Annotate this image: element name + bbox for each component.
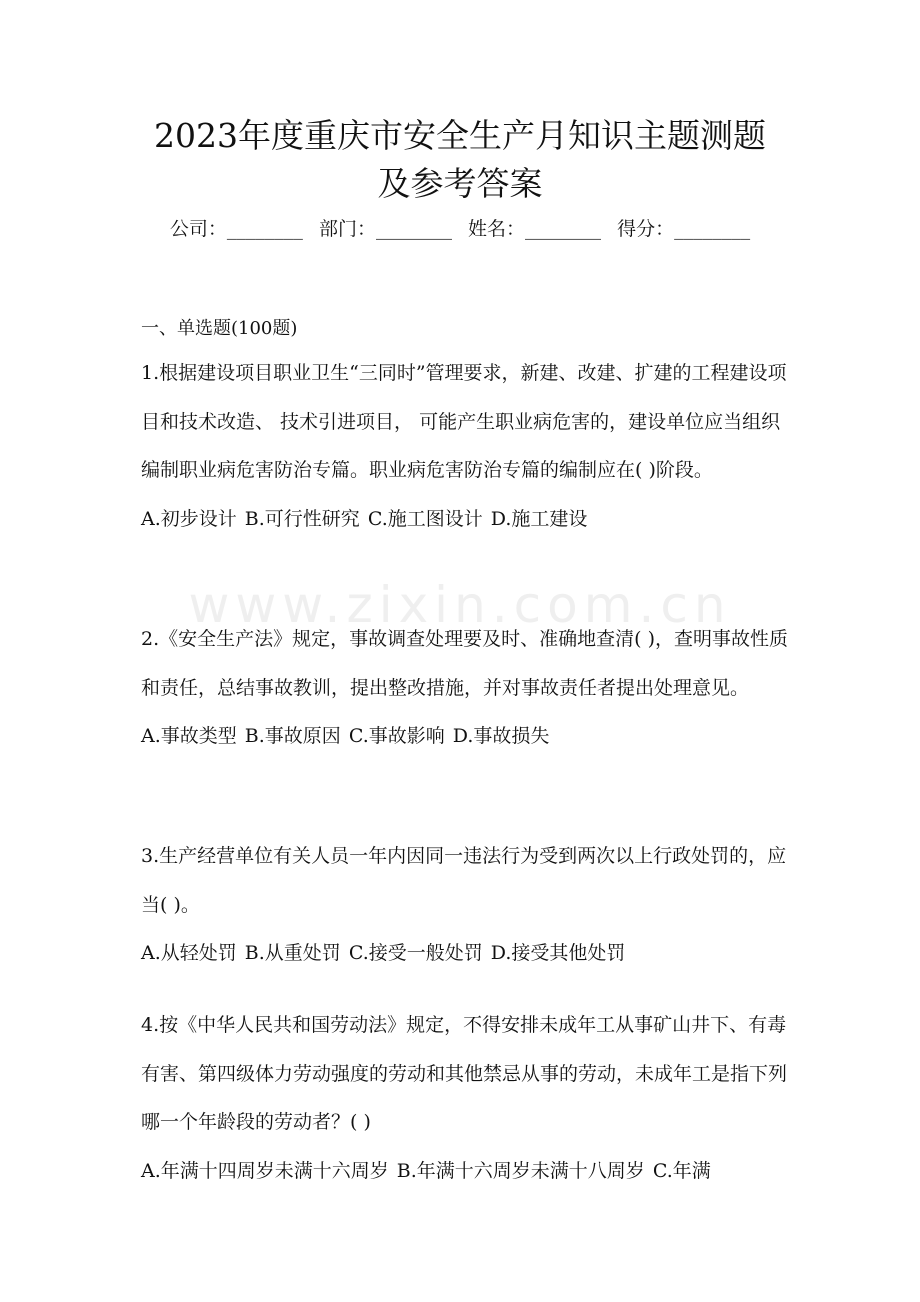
company-field: 公司：________ (169, 218, 303, 240)
document-title (0, 112, 920, 208)
question-options: A.年满十四周岁未满十六周岁 B.年满十六周岁未满十八周岁 C.年满 (141, 1159, 711, 1182)
question-stem: 4.按《中华人民共和国劳动法》规定，不得安排未成年工从事矿山井下、有毒有害、第四级体力劳动强度的劳动和其他禁忌从事的劳动，未成年工是指下列哪一个年龄段的劳动者？( ) (141, 1014, 788, 1133)
section-title: 一、单选题(100题) (141, 318, 298, 339)
department-field: 部门：________ (318, 218, 452, 240)
question-stem: 3.生产经营单位有关人员一年内因同一违法行为受到两次以上行政处罚的，应当( )。 (141, 845, 787, 916)
question-options: A.从轻处罚 B.从重处罚 C.接受一般处罚 D.接受其他处罚 (141, 942, 626, 964)
watermark-text: www.zixin.com.cn (188, 576, 732, 634)
question-options: A.初步设计 B.可行性研究 C.施工图设计 D.施工建设 (141, 507, 588, 530)
question-1 (141, 349, 791, 543)
question-2 (141, 615, 791, 761)
question-stem: 2.《安全生产法》规定，事故调查处理要及时、准确地查清( )，查明事故性质和责任，总结事故教训，提出整改措施，并对事故责任者提出处理意见。 (141, 628, 788, 699)
name-field: 姓名：________ (468, 218, 602, 240)
question-stem: 1.根据建设项目职业卫生“三同时”管理要求，新建、改建、扩建的工程建设项目和技术改造、 技术引进项目， 可能产生职业病危害的，建设单位应当组织编制职业病危害防治专篇。职业病危害防治专篇的编制应在( )阶段。 (141, 362, 787, 481)
title-line-2: 及参考答案 (377, 164, 543, 203)
question-options: A.事故类型 B.事故原因 C.事故影响 D.事故损失 (141, 725, 550, 747)
question-3 (141, 832, 791, 978)
title-line-1: 2023年度重庆市安全生产月知识主题测题 (154, 116, 766, 155)
score-field: 得分：________ (617, 218, 751, 240)
header-fields (0, 214, 920, 244)
question-4 (141, 1001, 791, 1195)
